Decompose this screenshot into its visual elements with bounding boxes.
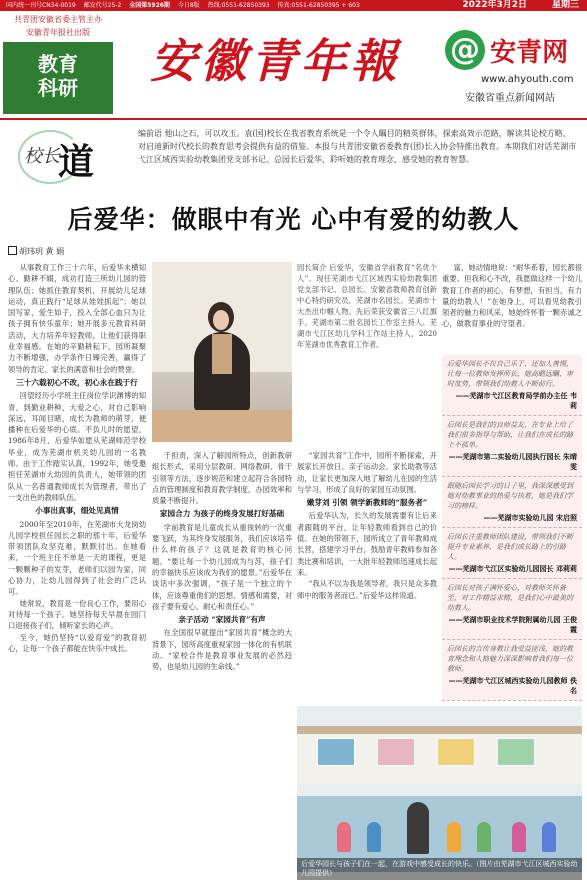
photo-child: [447, 822, 461, 852]
top-info-bar: [0, 0, 587, 11]
classroom-photo: [297, 706, 582, 872]
byline-box-icon: [8, 246, 17, 255]
article-column-3: [297, 450, 437, 700]
testimonial-text: 跟随后园长学习的日子里，我深深感受到她对幼教事业的热爱与执着，她是我们学习的榜样。: [447, 482, 573, 510]
photo-adult: [407, 802, 429, 854]
testimonial-author: ——芜湖市实验幼儿园 宋启照: [483, 514, 577, 522]
testimonial-author: ——芜湖市弋江区教育局学前办主任 韦 莉: [455, 392, 577, 410]
sponsor-line-2: 安徽青年报社出版: [26, 28, 90, 37]
paragraph: 在全国很早就提出“家园共育”概念的大背景下，园所高度重视家园一体化的有机联动。“家校合作是教育事业发展的必然趋势，也是幼儿园的生命线。”: [152, 628, 292, 672]
logo-name: 安青网: [490, 37, 569, 68]
paragraph: 至今，她仍坚持“以爱育爱”的教育初心，让每一个孩子都能在快乐中成长。: [8, 632, 146, 653]
testimonials-box: [442, 355, 582, 700]
testimonial-text: 后园长的言传身教让我受益匪浅，她的教育理念和人格魅力深深影响着我们每一位教师。: [447, 645, 573, 673]
photo-figure-face: [213, 310, 229, 330]
subheading: 嫩芽刘 引领 领学新教师的“服务者”: [306, 498, 428, 508]
photo-caption: 后爱华园长与孩子们在一起，在游戏中感受成长的快乐。（图片由芜湖市弋江区城西实验幼儿园提供）: [297, 858, 582, 880]
byline-authors: 胡玮玥 黄 娟: [19, 247, 65, 256]
sponsor-line-1: 共青团安徽省委主管主办: [14, 15, 102, 24]
page-count: 今日8版: [177, 2, 200, 9]
paragraph: 学前教育是儿童成长从重视转的一次重要飞跃，为其终身发展服务，我们应该培养什么样的孩子？这就是教育的核心问题。“要让每一个幼儿园成为与苏，孩子们的幸福快乐应该成为我们的愿景。”后爱华在谈话中多次强调，“孩子是一个独立的个体，应该尊重他们的思想、情感和需要，对孩子要有爱心、耐心和责任心。”: [152, 522, 292, 611]
subheading: 小事出真事，细处见真情: [35, 506, 119, 516]
testimonial: [442, 477, 582, 528]
photo-child: [542, 822, 556, 852]
photo-child: [477, 822, 491, 852]
issue-weekday: 星期三: [551, 0, 579, 10]
site-url[interactable]: www.ahyouth.com: [481, 74, 574, 85]
paragraph: 后爱华认为，长久的发展需要有让后来者跟随的平台，让年轻教师看到自己的价值。在她的带领下，园所成立了青年教师成长营，搭建学习平台，鼓励青年教师参加各类比赛和培训，一大批年轻教师迅速成长起来。: [297, 511, 437, 577]
article-column-1: [8, 262, 146, 872]
paragraph: “我从不以为我是领导者，我只是众多教师中的服务者而已。”后爱华这样说道。: [297, 579, 437, 600]
newspaper-title: 安徽青年報: [150, 34, 401, 88]
testimonial-author: ——芜湖市职业技术学院附属幼儿园 王俊霞: [448, 616, 577, 634]
testimonial-text: 后园长注重教师团队建设，带领我们不断提升专业素养，是我们成长路上的引路人。: [447, 533, 573, 561]
paragraph: 2000年至2010年，在芜湖市大龙岗幼儿园学校担任园长之职的那十年，后爱华带领团队攻坚克难，默默付出。在她看来，一个班主任不单是一天的课程，更是一颗颗种子的发芽，老师们以园为家，同心协力，让幼儿园得到了社会的广泛认可。: [8, 519, 146, 597]
testimonial-text: 后园长是我们的良师益友，在专业上给了我们很多指导与帮助，让我们在成长的路上不孤单。: [447, 421, 573, 449]
masthead: [118, 13, 433, 113]
subheading: 家园合力 为孩子的终身发展打好基础: [159, 509, 285, 519]
photo-table: [152, 410, 292, 442]
photo-child: [512, 822, 526, 852]
section-line-1: 教育: [38, 52, 78, 76]
subheading: 三十六载初心不改，初心永在践于行: [16, 377, 138, 387]
testimonial-author: ——芜湖市第二实验幼儿园执行园长 朱晴雯: [448, 453, 577, 471]
article-headline: 后爱华：做眼中有光 心中有爱的幼教人: [67, 205, 520, 234]
site-logo-block[interactable]: [445, 30, 585, 104]
ad-phone: 传真:0551-62850395 + 603: [277, 2, 360, 9]
paragraph: 她常说，教育是一份良心工作，要用心对待每一个孩子。她坚持每天早晨在园门口迎接孩子们，倾听家长的心声。: [8, 598, 146, 631]
sponsor-block: [3, 14, 113, 38]
at-logo-icon: @: [445, 30, 485, 70]
issue-number: 全国第5926期: [129, 2, 170, 9]
photo-child: [367, 822, 381, 852]
site-tagline: 安徽省重点新闻网站: [465, 93, 555, 104]
paragraph: 于担责，深入了解园所特点，创新教研组长形式，采用分层教研、网络教研、骨干引领等方法，逐步规范和建立起符合各园特点的管理制度和教育教学制度，办园效率和质量不断提升。: [152, 451, 292, 506]
paragraph: 从事教育工作三十六年，后爱华未横知心、勤耕不辍，成功打造三所幼儿园的管理队伍；她抓住教育契机，开展幼儿足球运动，真正践行“足球从娃娃抓起”；她以国写家，爱生如子，投入全部心血只为让孩子拥有快乐童年；她开展多元教育科研活动，大力培养年轻教师，让他们获得职业幸福感。在她的辛勤耕耘下，园所凝聚力不断增强，办学条件日臻完善，赢得了领导的肯定、家长的满意和社会的赞誉。: [8, 263, 146, 374]
portrait-photo: [152, 262, 292, 442]
testimonial-text: 后园长对孩子满怀爱心，对教师关怀备至，对工作精益求精，是我们心中最美的幼教人。: [447, 584, 573, 612]
testimonial: [442, 579, 582, 640]
testimonial: [442, 528, 582, 579]
testimonial: [442, 416, 582, 477]
cn-number: 国内统一刊号CN34-0019: [6, 2, 76, 9]
section-line-2: 科研: [38, 76, 78, 100]
article-column-4: [442, 262, 582, 352]
photo-child: [337, 822, 351, 852]
photo-shelf: [297, 726, 582, 734]
column-logo-text-1: 校长: [24, 146, 60, 167]
hotline: 热线:0551-62850393: [207, 2, 270, 9]
principal-profile: 园长简介 后爱华，安徽省学前教育“名优个人”、现任芜湖市弋江区域西实验幼教集团党支部书记、总园长。安徽省教师教育创新中心特约研究员，芜湖市名园长、芜湖市十大杰出巾帼人物。先后荣获安徽省三八红旗手、芜湖市第二批名园长工作室主持人、芜湖市弋江区幼儿学科工作站主持人，2020年芜湖市优秀教育工作者。: [297, 263, 437, 349]
photo-figure-scarf: [212, 334, 232, 374]
article-column-2: [152, 450, 292, 872]
testimonial: [442, 640, 582, 701]
testimonial: [442, 355, 582, 416]
testimonial-author: ——芜湖市弋江区城西实验幼儿园教师 佚名: [448, 677, 577, 695]
column-logo-text-2: 道: [58, 141, 95, 183]
byline: [8, 246, 64, 257]
editor-note: 编前语 他山之石，可以攻玉。袁(国)校长在我省教育系统是一个令人瞩目的精英群体，探索高效示范路，解读其论校方略，对启迪新时代校长的教育思考会提供有益的借鉴。本报与共青团安徽省委教育(团)长入协会特推出教育。本期我们对话芜湖市弋江区域西实验幼教集团党支部书记、总园长后爱华，聆听她的教育理念，感受她的教育智慧。: [138, 129, 577, 164]
photo-wall-art: [497, 738, 535, 766]
testimonial-author: ——芜湖市弋江区实验幼儿园园长 邓莉莉: [448, 565, 577, 573]
masthead-divider: [0, 118, 587, 120]
paragraph: 富，她动情地说：“耐华系着，园长都很重要。但我和心不改，我愿做这样一个幼儿教育工作者的初心，有梦想，有担当，有力量的幼教人！”在她身上，可以看见幼教引领者的魅力和风采，她始终怀着一颗赤诚之心，做教育事业的守望者。: [442, 263, 582, 329]
paragraph: 回望经历小学班主任岗位学识渊博的知青，到勤业耕种，大爱之心，对自己影响深远，耳闻目睹，成长为教师的萌芽，便播种在后爱华的心底。不负儿时的愿望，1986年8月，后爱华如愿从芜湖师范学校毕业，成为芜湖市机关幼儿园的一名教师。由于工作踏实认真，1992年，她受邀担任芜湖市大幼园的负责人，她带领的团队从一名普通教师成长为管理者，带出了一支出色的教师队伍。: [8, 391, 146, 502]
photo-wall-art: [437, 738, 475, 766]
photo-wall-art: [377, 738, 415, 766]
testimonial-text: 后爱华园长不仅自己乐于、还加人善惕，让每一位教师发挥所长，她高瞻远瞩、审时度势，带领我们幼教人不断前行。: [447, 360, 573, 388]
column-logo: [6, 128, 106, 184]
post-code: 邮发代号25-2: [83, 2, 122, 9]
paragraph: “家园共育”工作中，园所不断探索，开展家长开放日、亲子运动会、家长助教等活动，让家长更加深入地了解幼儿在园的生活与学习，形成了良好的家园互动氛围。: [297, 451, 437, 494]
issue-date: 2022年3月2日: [462, 0, 527, 10]
subheading: 亲子活动 “家园共育”有声: [178, 615, 266, 625]
photo-wall-art: [317, 738, 355, 766]
section-label: [3, 42, 113, 114]
